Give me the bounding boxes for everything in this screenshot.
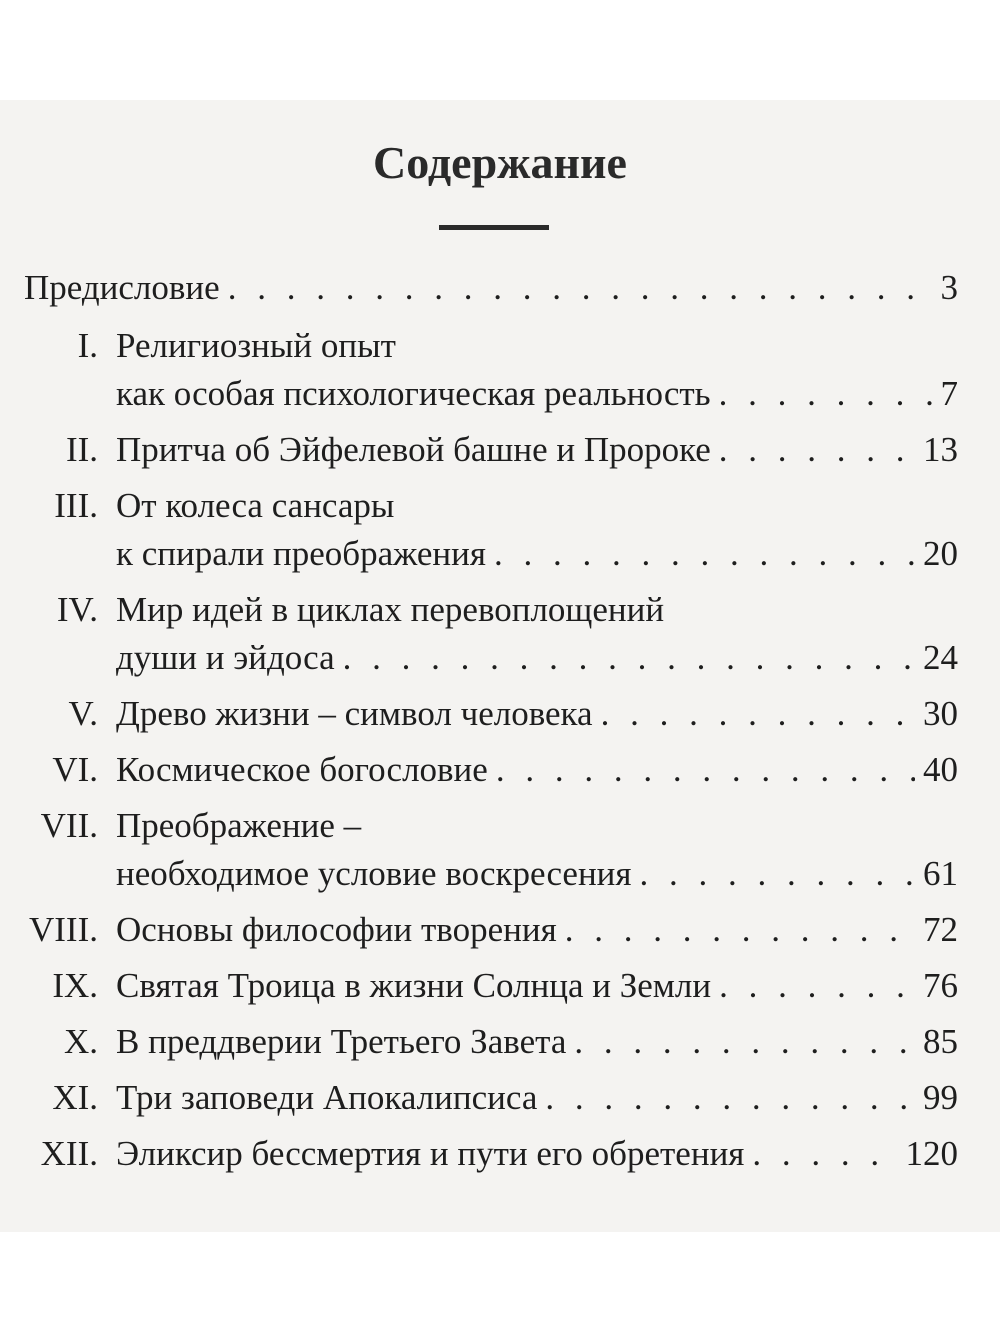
dot-leader — [343, 638, 915, 678]
toc-entry-title: Мир идей в циклах перевоплощений — [116, 590, 665, 629]
book-page — [0, 100, 1000, 1232]
chapter-number: II. — [65, 430, 98, 469]
toc-entry-5 — [0, 694, 1000, 738]
chapter-number: VIII. — [29, 910, 98, 949]
chapter-number: IV. — [56, 590, 98, 629]
page-title: Содержание — [373, 137, 627, 188]
toc-entry-page: 24 — [923, 638, 958, 677]
toc-entry-page: 13 — [923, 430, 958, 469]
toc-entry-page: 20 — [923, 534, 958, 573]
toc-entry-1-line1 — [0, 326, 1000, 370]
dot-leader — [719, 966, 915, 1006]
toc-entry-2 — [0, 430, 1000, 474]
toc-entry-page: 72 — [923, 910, 958, 949]
toc-entry-title-cont: необходимое условие воскресения — [116, 854, 632, 893]
toc-entry-title: Религиозный опыт — [116, 326, 396, 365]
toc-entry-1-line2 — [0, 374, 1000, 418]
toc-entry-9 — [0, 966, 1000, 1010]
toc-entry-title: Три заповеди Апокалипсиса — [116, 1078, 538, 1117]
toc-entry-page: 99 — [923, 1078, 958, 1117]
toc-entry-4-line1 — [0, 590, 1000, 634]
toc-entry-8 — [0, 910, 1000, 954]
toc-entry-title: Святая Троица в жизни Солнца и Земли — [116, 966, 712, 1005]
toc-entry-7-line2 — [0, 854, 1000, 898]
toc-entry-title: Преображение – — [116, 806, 362, 845]
toc-entry-6 — [0, 750, 1000, 794]
chapter-number: XII. — [40, 1134, 98, 1173]
toc-entry-title-cont: к спирали преображения — [116, 534, 486, 573]
dot-leader — [574, 1022, 915, 1062]
chapter-number: XI. — [52, 1078, 98, 1117]
toc-entry-title: От колеса сансары — [116, 486, 395, 525]
chapter-number: V. — [68, 694, 98, 733]
dot-leader — [719, 374, 933, 414]
toc-entry-page: 76 — [923, 966, 958, 1005]
dot-leader — [640, 854, 916, 894]
dot-leader — [601, 694, 915, 734]
toc-entry-page: 85 — [923, 1022, 958, 1061]
dot-leader — [496, 750, 915, 790]
chapter-number: VI. — [52, 750, 98, 789]
toc-entry-title: Эликсир бессмертия и пути его обретения — [116, 1134, 745, 1173]
dot-leader — [545, 1078, 915, 1118]
toc-entry-title: В преддверии Третьего Завета — [116, 1022, 567, 1061]
chapter-number: VII. — [40, 806, 98, 845]
toc-entry-page: 7 — [940, 374, 958, 413]
toc-entry-page: 3 — [940, 268, 958, 307]
toc-entry-7-line1 — [0, 806, 1000, 850]
chapter-number: X. — [63, 1022, 98, 1061]
toc-entry-page: 30 — [923, 694, 958, 733]
toc-entry-3-line2 — [0, 534, 1000, 578]
title-rule — [439, 225, 549, 230]
toc-entry-12 — [0, 1134, 1000, 1178]
toc-entry-page: 120 — [905, 1134, 958, 1173]
dot-leader — [719, 430, 915, 470]
toc-entry-title-cont: души и эйдоса — [116, 638, 335, 677]
dot-leader — [494, 534, 915, 574]
toc-entry-title: Предисловие — [24, 268, 220, 307]
toc-entry-page: 40 — [923, 750, 958, 789]
chapter-number: III. — [54, 486, 98, 525]
toc-entry-title: Основы философии творения — [116, 910, 557, 949]
toc-entry-title: Космическое богословие — [116, 750, 488, 789]
chapter-number: IX. — [52, 966, 98, 1005]
toc-entry-preface — [0, 268, 1000, 312]
dot-leader — [228, 268, 933, 308]
toc-entry-title-cont: как особая психологическая реальность — [116, 374, 711, 413]
toc-entry-10 — [0, 1022, 1000, 1066]
toc-entry-title: Древо жизни – символ человека — [116, 694, 593, 733]
dot-leader — [752, 1134, 897, 1174]
toc-entry-4-line2 — [0, 638, 1000, 682]
toc-entry-3-line1 — [0, 486, 1000, 530]
dot-leader — [565, 910, 915, 950]
toc-entry-title: Притча об Эйфелевой башне и Пророке — [116, 430, 711, 469]
chapter-number: I. — [77, 326, 98, 365]
toc-entry-page: 61 — [923, 854, 958, 893]
toc-entry-11 — [0, 1078, 1000, 1122]
